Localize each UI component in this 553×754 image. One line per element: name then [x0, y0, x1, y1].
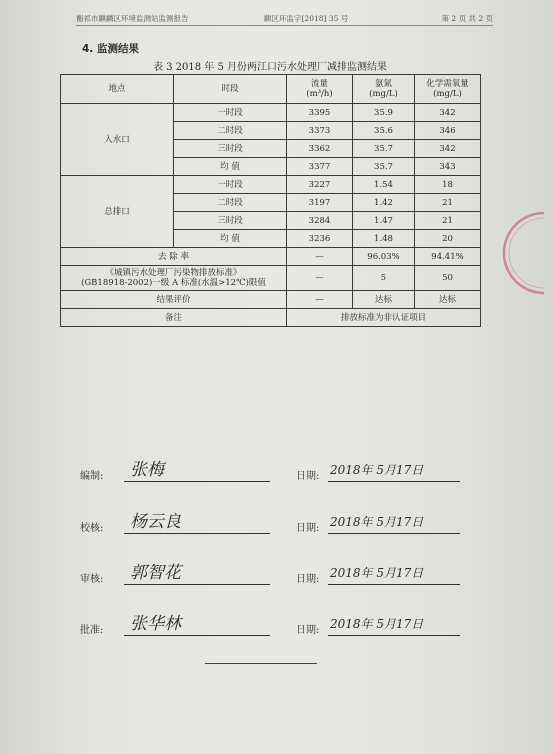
signature-date: 2018年 5月17日: [328, 613, 460, 636]
inlet-label: 入水口: [61, 104, 174, 176]
cell-flow: 3236: [287, 230, 353, 248]
table-header-row: [61, 75, 481, 104]
signature-date: 2018年 5月17日: [328, 459, 460, 482]
header-page-number: 第 2 页 共 2 页: [441, 14, 493, 23]
remark-row: [61, 309, 481, 327]
cell-cod: 94.41%: [415, 248, 481, 266]
cell-flow: 3362: [287, 140, 353, 158]
header-period: 时段: [174, 75, 287, 104]
cell-period: 三时段: [174, 140, 287, 158]
cell-ammonia: 1.48: [353, 230, 415, 248]
official-seal: [478, 208, 544, 298]
cell-flow: —: [287, 291, 353, 309]
cell-cod: 346: [415, 122, 481, 140]
cell-ammonia: 1.42: [353, 194, 415, 212]
signature-date: 2018年 5月17日: [328, 511, 460, 534]
header-flow: 流量 (m³/h): [287, 75, 353, 104]
monitoring-results-table: [60, 74, 481, 327]
header-cod: 化学需氧量 (mg/L): [415, 75, 481, 104]
cell-ammonia: 1.47: [353, 212, 415, 230]
table-row: [61, 104, 481, 122]
signature-name: 张梅: [124, 459, 270, 482]
cell-cod: 18: [415, 176, 481, 194]
cell-cod: 342: [415, 140, 481, 158]
cell-period: 均 值: [174, 230, 287, 248]
standard-label: 《城镇污水处理厂污染物排放标准》 (GB18918-2002)一级 A 标准(水温>12℃)限值: [61, 266, 287, 291]
evaluation-row: [61, 291, 481, 309]
cell-cod: 21: [415, 212, 481, 230]
cell-flow: —: [287, 266, 353, 291]
cell-period: 均 值: [174, 158, 287, 176]
cell-period: 二时段: [174, 194, 287, 212]
cell-flow: 3395: [287, 104, 353, 122]
header-ammonia: 氨氮 (mg/L): [353, 75, 415, 104]
cell-ammonia: 5: [353, 266, 415, 291]
table-row: [61, 176, 481, 194]
signature-row-checker: [80, 512, 480, 536]
cell-cod: 达标: [415, 291, 481, 309]
date-label: 日期:: [296, 523, 320, 534]
signature-date: 2018年 5月17日: [328, 562, 460, 585]
cell-flow: 3284: [287, 212, 353, 230]
outlet-label: 总排口: [61, 176, 174, 248]
signature-label: 编制:: [80, 471, 104, 482]
date-label: 日期:: [296, 574, 320, 585]
cell-ammonia: 35.7: [353, 158, 415, 176]
cell-ammonia: 达标: [353, 291, 415, 309]
date-label: 日期:: [296, 471, 320, 482]
page-header: [76, 11, 493, 26]
removal-rate-row: [61, 248, 481, 266]
cell-cod: 342: [415, 104, 481, 122]
remark-label: 备注: [61, 309, 287, 327]
signature-label: 审核:: [80, 574, 104, 585]
signature-row-approver: [80, 614, 480, 638]
signature-name: 郭智花: [124, 562, 270, 585]
remark-value: 排放标准为非认证项目: [287, 309, 481, 327]
cell-ammonia: 1.54: [353, 176, 415, 194]
signature-label: 校核:: [80, 523, 104, 534]
cell-flow: —: [287, 248, 353, 266]
header-org: 衡祁市麒麟区环境监测站监测报告: [76, 14, 189, 23]
cell-ammonia: 35.6: [353, 122, 415, 140]
cell-flow: 3197: [287, 194, 353, 212]
seal-icon: [478, 208, 544, 298]
cell-cod: 343: [415, 158, 481, 176]
cell-flow: 3373: [287, 122, 353, 140]
evaluation-label: 结果评价: [61, 291, 287, 309]
cell-period: 三时段: [174, 212, 287, 230]
cell-cod: 50: [415, 266, 481, 291]
standard-row: [61, 266, 481, 291]
signature-label: 批准:: [80, 625, 104, 636]
removal-label: 去 除 率: [61, 248, 287, 266]
signature-row-reviewer: [80, 563, 480, 587]
end-divider: [205, 663, 317, 664]
cell-ammonia: 96.03%: [353, 248, 415, 266]
cell-cod: 20: [415, 230, 481, 248]
signature-name: 张华林: [124, 613, 270, 636]
header-doc-number: 麒区环监字[2018] 35 号: [264, 14, 349, 23]
section-title: 4. 监测结果: [82, 43, 139, 55]
cell-period: 一时段: [174, 176, 287, 194]
signature-row-compiler: [80, 460, 480, 484]
cell-ammonia: 35.9: [353, 104, 415, 122]
cell-period: 二时段: [174, 122, 287, 140]
cell-flow: 3377: [287, 158, 353, 176]
cell-period: 一时段: [174, 104, 287, 122]
header-location: 地点: [61, 75, 174, 104]
cell-ammonia: 35.7: [353, 140, 415, 158]
date-label: 日期:: [296, 625, 320, 636]
cell-cod: 21: [415, 194, 481, 212]
signature-name: 杨云良: [124, 511, 270, 534]
cell-flow: 3227: [287, 176, 353, 194]
table-caption: 表 3 2018 年 5 月份两江口污水处理厂减排监测结果: [152, 62, 388, 73]
